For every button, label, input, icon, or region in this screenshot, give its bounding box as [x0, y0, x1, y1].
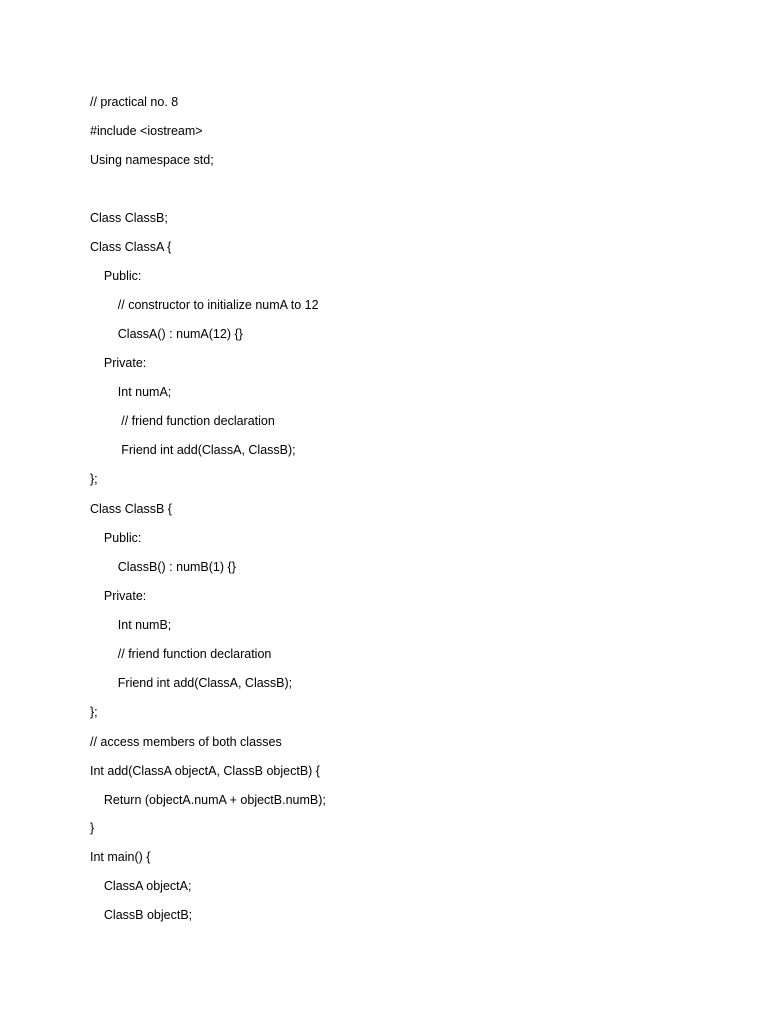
code-line-main-open: Int main() {	[90, 850, 151, 864]
code-line-access-comment: // access members of both classes	[90, 735, 282, 749]
code-line-objecta: ClassA objectA;	[90, 879, 192, 893]
code-line-constructor-comment: // constructor to initialize numA to 12	[90, 298, 319, 312]
code-line-classb-constructor: ClassB() : numB(1) {}	[90, 560, 236, 574]
code-line-friend-decl-a: Friend int add(ClassA, ClassB);	[90, 443, 296, 457]
code-line-classb-close: };	[90, 705, 98, 719]
code-line-add-close: }	[90, 821, 95, 835]
code-line-comment-title: // practical no. 8	[90, 95, 179, 109]
code-line-classa-constructor: ClassA() : numA(12) {}	[90, 327, 243, 341]
code-line-objectb: ClassB objectB;	[90, 908, 193, 922]
code-line-classa-close: };	[90, 472, 98, 486]
code-line-classa-private: Private:	[90, 356, 147, 370]
code-line-friend-comment-a: // friend function declaration	[90, 414, 275, 428]
code-line-return: Return (objectA.numA + objectB.numB);	[90, 793, 326, 807]
code-line-classb-open: Class ClassB {	[90, 502, 172, 516]
code-line-forward-decl: Class ClassB;	[90, 211, 168, 225]
code-line-classb-public: Public:	[90, 531, 142, 545]
code-line-classa-open: Class ClassA {	[90, 240, 172, 254]
code-line-friend-decl-b: Friend int add(ClassA, ClassB);	[90, 676, 293, 690]
code-line-numb: Int numB;	[90, 618, 172, 632]
code-line-friend-comment-b: // friend function declaration	[90, 647, 272, 661]
code-line-include: #include <iostream>	[90, 124, 203, 138]
code-line-namespace: Using namespace std;	[90, 153, 214, 167]
code-line-add-signature: Int add(ClassA objectA, ClassB objectB) {	[90, 764, 320, 778]
code-line-numa: Int numA;	[90, 385, 172, 399]
code-line-classb-private: Private:	[90, 589, 147, 603]
code-line-classa-public: Public:	[90, 269, 142, 283]
